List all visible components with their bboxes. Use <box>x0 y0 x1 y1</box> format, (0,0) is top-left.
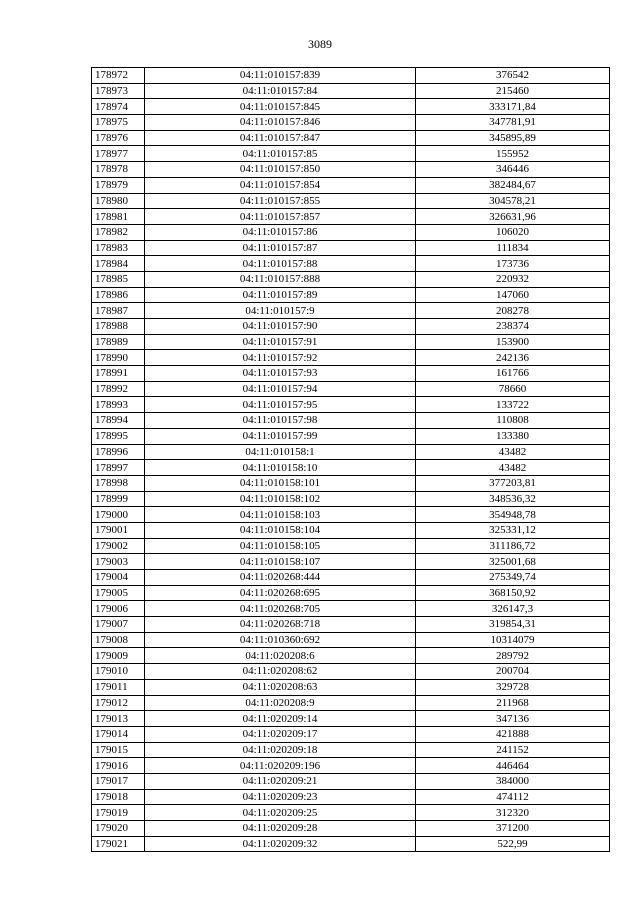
row-number-cell: 178976 <box>92 130 145 146</box>
row-number-cell: 179008 <box>92 632 145 648</box>
table-row <box>92 648 610 664</box>
table-row <box>92 491 610 507</box>
value-cell: 382484,67 <box>416 177 610 193</box>
value-cell: 238374 <box>416 319 610 335</box>
row-number-cell: 179015 <box>92 742 145 758</box>
cadastral-number-cell: 04:11:020268:695 <box>145 585 416 601</box>
value-cell: 348536,32 <box>416 491 610 507</box>
table-row <box>92 836 610 852</box>
row-number-cell: 179005 <box>92 585 145 601</box>
value-cell: 211968 <box>416 695 610 711</box>
table-row <box>92 381 610 397</box>
cadastral-number-cell: 04:11:010157:91 <box>145 334 416 350</box>
table-row <box>92 224 610 240</box>
table-row <box>92 444 610 460</box>
value-cell: 155952 <box>416 146 610 162</box>
cadastral-number-cell: 04:11:010158:10 <box>145 460 416 476</box>
row-number-cell: 179001 <box>92 522 145 538</box>
value-cell: 377203,81 <box>416 475 610 491</box>
table-row <box>92 303 610 319</box>
row-number-cell: 178988 <box>92 319 145 335</box>
value-cell: 376542 <box>416 68 610 84</box>
cadastral-number-cell: 04:11:010157:88 <box>145 256 416 272</box>
row-number-cell: 178994 <box>92 413 145 429</box>
value-cell: 275349,74 <box>416 570 610 586</box>
row-number-cell: 178975 <box>92 115 145 131</box>
cadastral-number-cell: 04:11:010158:102 <box>145 491 416 507</box>
table-row <box>92 287 610 303</box>
table-row <box>92 632 610 648</box>
table-row <box>92 522 610 538</box>
cadastral-number-cell: 04:11:020209:32 <box>145 836 416 852</box>
cadastral-number-cell: 04:11:020209:14 <box>145 711 416 727</box>
row-number-cell: 179013 <box>92 711 145 727</box>
cadastral-number-cell: 04:11:010158:107 <box>145 554 416 570</box>
value-cell: 371200 <box>416 821 610 837</box>
row-number-cell: 178990 <box>92 350 145 366</box>
row-number-cell: 179016 <box>92 758 145 774</box>
value-cell: 111834 <box>416 240 610 256</box>
cadastral-number-cell: 04:11:010158:101 <box>145 475 416 491</box>
table-row <box>92 711 610 727</box>
table-row <box>92 805 610 821</box>
table-row <box>92 726 610 742</box>
row-number-cell: 178996 <box>92 444 145 460</box>
row-number-cell: 179012 <box>92 695 145 711</box>
table-row <box>92 319 610 335</box>
row-number-cell: 178986 <box>92 287 145 303</box>
row-number-cell: 178995 <box>92 428 145 444</box>
table-row <box>92 789 610 805</box>
value-cell: 133722 <box>416 397 610 413</box>
row-number-cell: 178981 <box>92 209 145 225</box>
value-cell: 133380 <box>416 428 610 444</box>
cadastral-number-cell: 04:11:010157:92 <box>145 350 416 366</box>
row-number-cell: 178985 <box>92 271 145 287</box>
table-row <box>92 585 610 601</box>
page-number: 3089 <box>308 37 332 51</box>
value-cell: 311186,72 <box>416 538 610 554</box>
cadastral-number-cell: 04:11:010157:854 <box>145 177 416 193</box>
value-cell: 208278 <box>416 303 610 319</box>
value-cell: 304578,21 <box>416 193 610 209</box>
cadastral-number-cell: 04:11:020209:17 <box>145 726 416 742</box>
row-number-cell: 179004 <box>92 570 145 586</box>
table-row <box>92 695 610 711</box>
value-cell: 78660 <box>416 381 610 397</box>
value-cell: 110808 <box>416 413 610 429</box>
row-number-cell: 178998 <box>92 475 145 491</box>
cadastral-number-cell: 04:11:010157:95 <box>145 397 416 413</box>
row-number-cell: 179006 <box>92 601 145 617</box>
table-row <box>92 538 610 554</box>
table-row <box>92 428 610 444</box>
registry-table <box>91 67 610 852</box>
row-number-cell: 178993 <box>92 397 145 413</box>
row-number-cell: 178992 <box>92 381 145 397</box>
value-cell: 346446 <box>416 162 610 178</box>
value-cell: 326631,96 <box>416 209 610 225</box>
table-row <box>92 271 610 287</box>
value-cell: 147060 <box>416 287 610 303</box>
row-number-cell: 178999 <box>92 491 145 507</box>
table-row <box>92 99 610 115</box>
table-row <box>92 554 610 570</box>
row-number-cell: 178978 <box>92 162 145 178</box>
value-cell: 354948,78 <box>416 507 610 523</box>
value-cell: 333171,84 <box>416 99 610 115</box>
value-cell: 325331,12 <box>416 522 610 538</box>
value-cell: 106020 <box>416 224 610 240</box>
value-cell: 43482 <box>416 460 610 476</box>
row-number-cell: 179017 <box>92 773 145 789</box>
table-row <box>92 475 610 491</box>
table-row <box>92 83 610 99</box>
row-number-cell: 179018 <box>92 789 145 805</box>
value-cell: 325001,68 <box>416 554 610 570</box>
row-number-cell: 179020 <box>92 821 145 837</box>
value-cell: 200704 <box>416 664 610 680</box>
table-row <box>92 679 610 695</box>
cadastral-number-cell: 04:11:010157:847 <box>145 130 416 146</box>
value-cell: 474112 <box>416 789 610 805</box>
table-body <box>92 68 610 852</box>
table-row <box>92 334 610 350</box>
cadastral-number-cell: 04:11:020209:196 <box>145 758 416 774</box>
value-cell: 329728 <box>416 679 610 695</box>
cadastral-number-cell: 04:11:010158:103 <box>145 507 416 523</box>
row-number-cell: 179011 <box>92 679 145 695</box>
table-row <box>92 68 610 84</box>
cadastral-number-cell: 04:11:010157:855 <box>145 193 416 209</box>
table-row <box>92 397 610 413</box>
row-number-cell: 178979 <box>92 177 145 193</box>
cadastral-number-cell: 04:11:010157:9 <box>145 303 416 319</box>
value-cell: 43482 <box>416 444 610 460</box>
cadastral-number-cell: 04:11:020209:18 <box>145 742 416 758</box>
table-row <box>92 570 610 586</box>
cadastral-number-cell: 04:11:010157:99 <box>145 428 416 444</box>
row-number-cell: 179021 <box>92 836 145 852</box>
table-row <box>92 742 610 758</box>
row-number-cell: 178991 <box>92 366 145 382</box>
cadastral-number-cell: 04:11:010157:857 <box>145 209 416 225</box>
value-cell: 319854,31 <box>416 617 610 633</box>
cadastral-number-cell: 04:11:010157:94 <box>145 381 416 397</box>
value-cell: 347781,91 <box>416 115 610 131</box>
cadastral-number-cell: 04:11:010157:85 <box>145 146 416 162</box>
table-row <box>92 617 610 633</box>
row-number-cell: 178977 <box>92 146 145 162</box>
value-cell: 289792 <box>416 648 610 664</box>
value-cell: 220932 <box>416 271 610 287</box>
value-cell: 384000 <box>416 773 610 789</box>
cadastral-number-cell: 04:11:010157:87 <box>145 240 416 256</box>
table-row <box>92 209 610 225</box>
value-cell: 421888 <box>416 726 610 742</box>
row-number-cell: 178987 <box>92 303 145 319</box>
row-number-cell: 179000 <box>92 507 145 523</box>
table-row <box>92 758 610 774</box>
row-number-cell: 179002 <box>92 538 145 554</box>
value-cell: 347136 <box>416 711 610 727</box>
cadastral-number-cell: 04:11:010360:692 <box>145 632 416 648</box>
cadastral-number-cell: 04:11:010158:1 <box>145 444 416 460</box>
row-number-cell: 178972 <box>92 68 145 84</box>
table-row <box>92 460 610 476</box>
value-cell: 446464 <box>416 758 610 774</box>
value-cell: 153900 <box>416 334 610 350</box>
cadastral-number-cell: 04:11:010158:105 <box>145 538 416 554</box>
cadastral-number-cell: 04:11:010157:90 <box>145 319 416 335</box>
row-number-cell: 179007 <box>92 617 145 633</box>
table-row <box>92 240 610 256</box>
cadastral-number-cell: 04:11:010157:93 <box>145 366 416 382</box>
value-cell: 345895,89 <box>416 130 610 146</box>
cadastral-number-cell: 04:11:010157:98 <box>145 413 416 429</box>
table-row <box>92 146 610 162</box>
table-row <box>92 130 610 146</box>
row-number-cell: 178997 <box>92 460 145 476</box>
cadastral-number-cell: 04:11:020209:23 <box>145 789 416 805</box>
cadastral-number-cell: 04:11:020268:718 <box>145 617 416 633</box>
table-row <box>92 413 610 429</box>
cadastral-number-cell: 04:11:020208:6 <box>145 648 416 664</box>
cadastral-number-cell: 04:11:020209:25 <box>145 805 416 821</box>
value-cell: 326147,3 <box>416 601 610 617</box>
table-row <box>92 256 610 272</box>
cadastral-number-cell: 04:11:010157:86 <box>145 224 416 240</box>
row-number-cell: 178983 <box>92 240 145 256</box>
row-number-cell: 178974 <box>92 99 145 115</box>
cadastral-number-cell: 04:11:020208:9 <box>145 695 416 711</box>
cadastral-number-cell: 04:11:020209:21 <box>145 773 416 789</box>
value-cell: 312320 <box>416 805 610 821</box>
cadastral-number-cell: 04:11:010157:850 <box>145 162 416 178</box>
cadastral-number-cell: 04:11:010157:888 <box>145 271 416 287</box>
value-cell: 10314079 <box>416 632 610 648</box>
value-cell: 522,99 <box>416 836 610 852</box>
row-number-cell: 179009 <box>92 648 145 664</box>
table-row <box>92 507 610 523</box>
row-number-cell: 179010 <box>92 664 145 680</box>
row-number-cell: 179014 <box>92 726 145 742</box>
cadastral-number-cell: 04:11:020268:444 <box>145 570 416 586</box>
cadastral-number-cell: 04:11:020268:705 <box>145 601 416 617</box>
cadastral-number-cell: 04:11:010157:839 <box>145 68 416 84</box>
table-row <box>92 773 610 789</box>
table-row <box>92 193 610 209</box>
cadastral-number-cell: 04:11:010157:846 <box>145 115 416 131</box>
table-row <box>92 115 610 131</box>
value-cell: 215460 <box>416 83 610 99</box>
cadastral-number-cell: 04:11:020208:63 <box>145 679 416 695</box>
cadastral-number-cell: 04:11:010157:84 <box>145 83 416 99</box>
row-number-cell: 178984 <box>92 256 145 272</box>
cadastral-number-cell: 04:11:010158:104 <box>145 522 416 538</box>
value-cell: 241152 <box>416 742 610 758</box>
row-number-cell: 178982 <box>92 224 145 240</box>
value-cell: 242136 <box>416 350 610 366</box>
value-cell: 161766 <box>416 366 610 382</box>
cadastral-number-cell: 04:11:020208:62 <box>145 664 416 680</box>
value-cell: 368150,92 <box>416 585 610 601</box>
row-number-cell: 178973 <box>92 83 145 99</box>
table-row <box>92 162 610 178</box>
table-row <box>92 177 610 193</box>
cadastral-number-cell: 04:11:010157:845 <box>145 99 416 115</box>
table-row <box>92 366 610 382</box>
row-number-cell: 179019 <box>92 805 145 821</box>
row-number-cell: 178989 <box>92 334 145 350</box>
cadastral-number-cell: 04:11:010157:89 <box>145 287 416 303</box>
row-number-cell: 178980 <box>92 193 145 209</box>
cadastral-number-cell: 04:11:020209:28 <box>145 821 416 837</box>
value-cell: 173736 <box>416 256 610 272</box>
table-row <box>92 664 610 680</box>
row-number-cell: 179003 <box>92 554 145 570</box>
table-row <box>92 601 610 617</box>
table-row <box>92 821 610 837</box>
table-row <box>92 350 610 366</box>
